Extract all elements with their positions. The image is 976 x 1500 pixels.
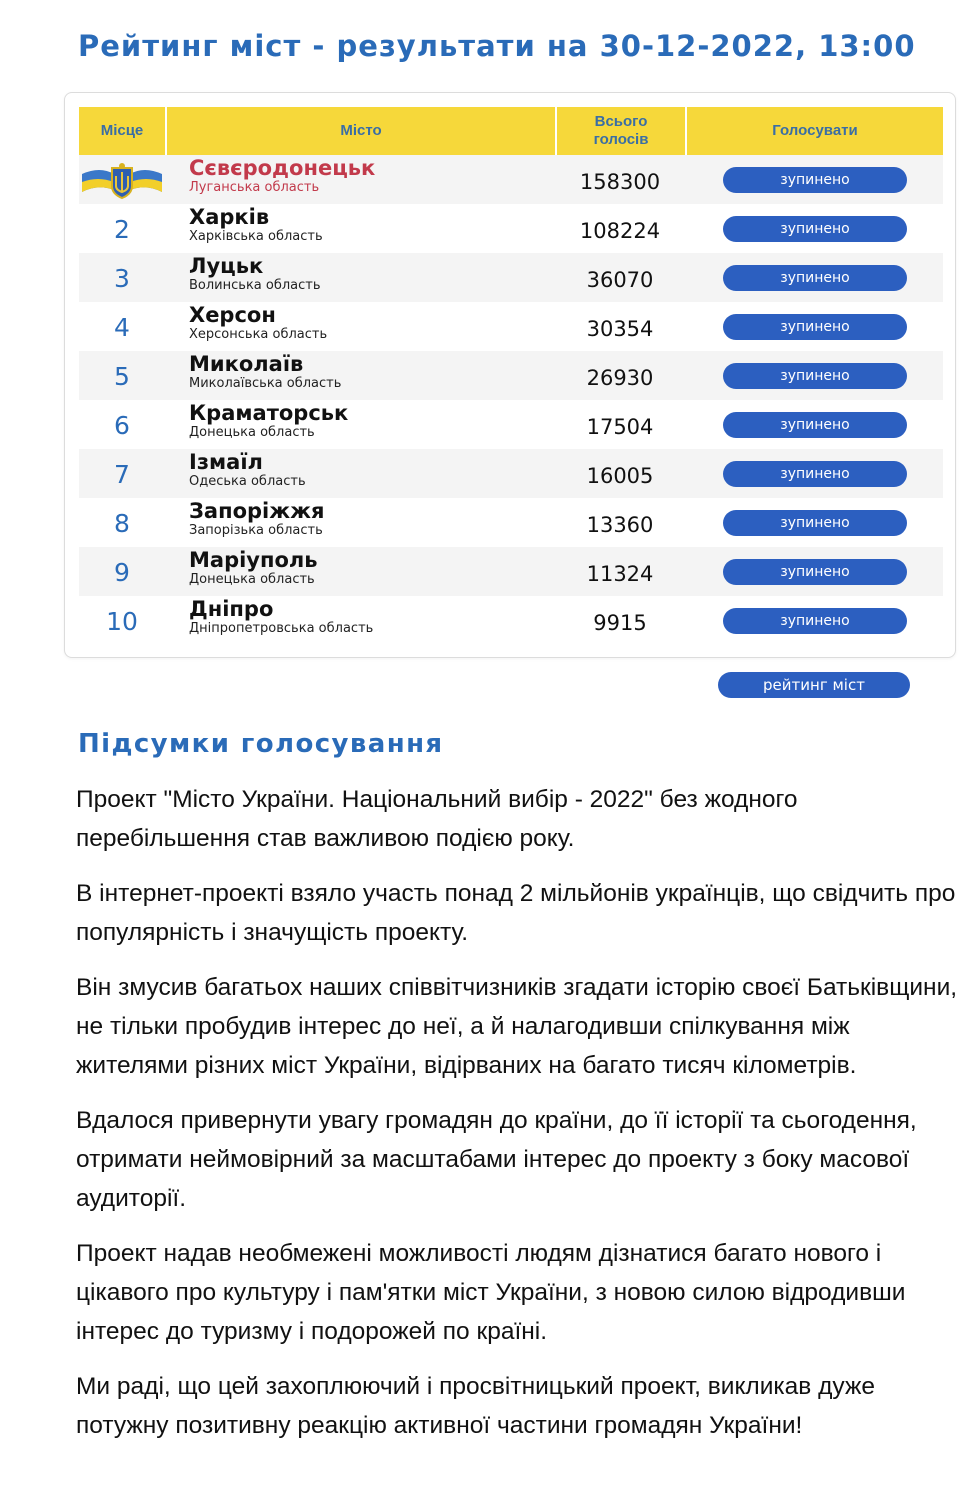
vote-status-button[interactable]: зупинено [723,314,907,340]
city-name[interactable]: Краматорськ [189,401,349,425]
city-name[interactable]: Харків [189,205,270,229]
summary-paragraph: Проект "Місто України. Національний вибір - 2022" без жодного перебільшення став важливою подією року. [76,786,798,852]
city-name[interactable]: Запоріжжя [189,499,325,523]
city-name[interactable]: Миколаїв [189,352,304,376]
table-row [79,302,943,351]
city-name[interactable]: Луцьк [189,254,264,278]
vote-cell [685,253,943,302]
city-region: Одеська область [189,474,306,489]
city-rating-button[interactable]: рейтинг міст [718,672,910,698]
vote-status-button[interactable]: зупинено [723,216,907,242]
votes-count: 16005 [586,463,654,488]
summary-paragraph: В інтернет-проекті взяло участь понад 2 мільйонів українців, що свідчить про популярність і значущість проекту. [76,880,956,946]
vote-cell [685,400,943,449]
vote-status-button[interactable]: зупинено [723,510,907,536]
vote-cell [685,449,943,498]
vote-status-button[interactable]: зупинено [723,608,907,634]
vote-status-button[interactable]: зупинено [723,412,907,438]
city-region: Луганська область [189,180,320,195]
votes-count: 17504 [586,414,654,439]
table-row [79,155,943,204]
city-cell [165,449,555,498]
place-number: 6 [114,411,130,440]
page-title: Рейтинг міст - результати на 30-12-2022, 13:00 [78,29,916,63]
city-cell [165,155,555,204]
votes-count: 26930 [586,365,654,390]
city-cell [165,596,555,645]
votes-count: 13360 [586,512,654,537]
header-votes: Всього голосів [555,107,685,155]
city-cell [165,302,555,351]
table-row [79,449,943,498]
summary-paragraph: Проект надав необмежені можливості людям дізнатися багато нового і цікавого про культуру і пам'ятки міст України, з новою силою відродивши інтерес до туризму і подорожей по країні. [76,1240,906,1345]
votes-count: 158300 [579,169,661,194]
city-cell [165,547,555,596]
vote-cell [685,302,943,351]
city-cell [165,204,555,253]
city-rating-table [64,92,956,658]
table-header [79,107,943,155]
place-number: 3 [114,264,130,293]
place-number: 8 [114,509,130,538]
city-region: Дніпропетровська область [189,621,374,636]
votes-count: 11324 [586,561,654,586]
place-number: 7 [114,460,130,489]
city-region: Запорізька область [189,523,323,538]
vote-cell [685,155,943,204]
votes-count: 9915 [593,610,647,635]
summary-paragraph: Ми раді, що цей захоплюючий і просвітницький проект, викликав дуже потужну позитивну реакцію активної частини громадян України! [76,1373,875,1439]
table-row [79,547,943,596]
vote-cell [685,547,943,596]
ukraine-coat-of-arms-icon [80,160,164,202]
summary-paragraph: Вдалося привернути увагу громадян до країни, до її історії та сьогодення, отримати неймовірний за масштабами інтерес до проекту з боку масової аудиторії. [76,1107,917,1212]
city-name[interactable]: Херсон [189,303,276,327]
city-name[interactable]: Сєвєродонецьк [189,156,376,180]
city-name[interactable]: Ізмаїл [189,450,263,474]
header-place: Місце [100,122,144,139]
city-name[interactable]: Дніпро [189,597,274,621]
place-number: 5 [114,362,130,391]
place-number: 2 [114,215,130,244]
table-row [79,498,943,547]
place-number: 4 [114,313,130,342]
winner-place-cell [79,155,165,204]
table-row [79,400,943,449]
vote-status-button[interactable]: зупинено [723,559,907,585]
city-cell [165,351,555,400]
place-number: 9 [114,558,130,587]
table-row [79,204,943,253]
votes-count: 108224 [579,218,661,243]
votes-count: 30354 [586,316,654,341]
summary-paragraph: Він змусив багатьох наших співвітчизників згадати історію своєї Батьківщини, не тільки пробудив інтерес до неї, а й налагодивши спілкування між жителями різних міст України, відірваних на багато тисяч кілометрів. [76,974,958,1079]
table-row [79,253,943,302]
vote-status-button[interactable]: зупинено [723,461,907,487]
header-vote: Голосувати [685,107,943,155]
city-region: Волинська область [189,278,321,293]
vote-cell [685,204,943,253]
city-name[interactable]: Маріуполь [189,548,318,572]
vote-cell [685,596,943,645]
header-city: Місто [165,107,555,155]
table-row [79,596,943,645]
city-region: Миколаївська область [189,376,342,391]
vote-status-button[interactable]: зупинено [723,363,907,389]
city-region: Донецька область [189,425,315,440]
city-region: Донецька область [189,572,315,587]
city-region: Харківська область [189,229,323,244]
vote-status-button[interactable]: зупинено [723,167,907,193]
summary-text [76,780,960,1461]
vote-cell [685,498,943,547]
place-number: 10 [106,607,138,636]
table-row [79,351,943,400]
summary-heading: Підсумки голосування [78,729,444,759]
city-cell [165,498,555,547]
city-cell [165,253,555,302]
votes-count: 36070 [586,267,654,292]
vote-cell [685,351,943,400]
vote-status-button[interactable]: зупинено [723,265,907,291]
city-region: Херсонська область [189,327,328,342]
city-cell [165,400,555,449]
